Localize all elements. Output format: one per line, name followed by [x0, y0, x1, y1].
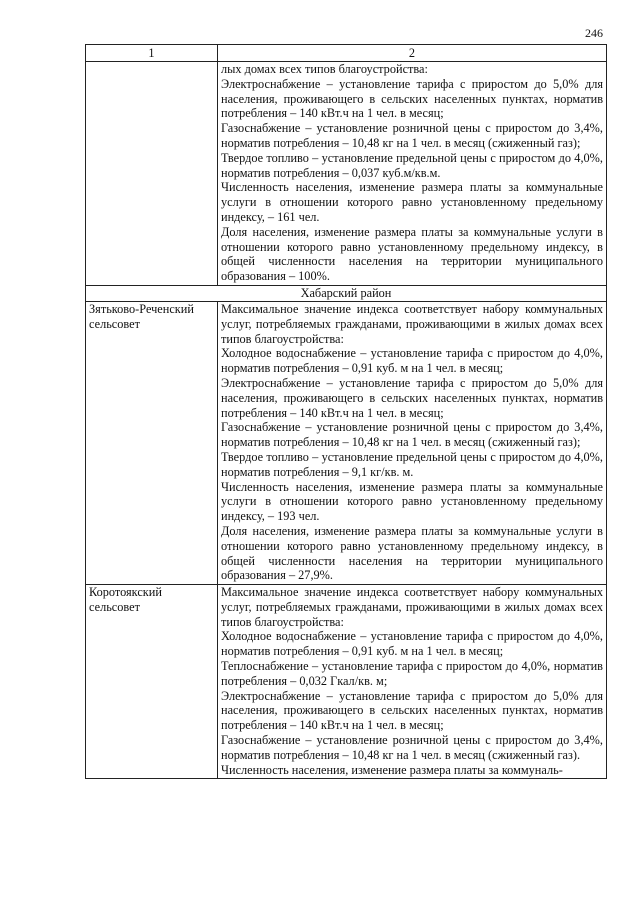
- paragraph: Газоснабжение – установление розничной цены с приростом до 3,4%, норматив потребления – 10,48 кг на 1 чел. в месяц (сжиженный газ).: [221, 733, 603, 762]
- paragraph: Газоснабжение – установление розничной цены с приростом до 3,4%, норматив потребления – 10,48 кг на 1 чел. в месяц (сжиженный газ);: [221, 121, 603, 150]
- paragraph: Численность населения, изменение размера платы за коммуналь-: [221, 762, 563, 777]
- paragraph: Теплоснабжение – установление тарифа с приростом до 4,0%, норматив потребления – 0,032 Гкал/кв. м;: [221, 659, 603, 688]
- table-row: [86, 585, 607, 779]
- paragraph: Электроснабжение – установление тарифа с приростом до 5,0% для населения, проживающего в сельских населенных пунктах, норматив потребления – 140 кВт.ч на 1 чел. в месяц;: [221, 76, 603, 121]
- paragraph: Численность населения, изменение размера платы за коммунальные услуги в отношении которого равно установленному предельному индексу, – 161 чел.: [221, 180, 603, 224]
- continuation-text-cell: [218, 62, 607, 286]
- district-title: Хабарский район: [86, 285, 607, 301]
- paragraph: Твердое топливо – установление предельной цены с приростом до 4,0%, норматив потребления – 0,037 куб.м/кв.м.: [221, 150, 603, 180]
- municipality-name: Коротоякский сельсовет: [86, 585, 218, 779]
- paragraph: Электроснабжение – установление тарифа с приростом до 5,0% для населения, проживающего в сельских населенных пунктах, норматив потребления – 140 кВт.ч на 1 чел. в месяц;: [221, 688, 603, 733]
- paragraph: Электроснабжение – установление тарифа с приростом до 5,0% для населения, проживающего в сельских населенных пунктах, норматив потребления – 140 кВт.ч на 1 чел. в месяц;: [221, 375, 603, 420]
- paragraph: Численность населения, изменение размера платы за коммунальные услуги в отношении которого равно установленному предельному индексу, – 193 чел.: [221, 479, 603, 524]
- municipality-name: Зятьково-Реченский сельсовет: [86, 301, 218, 584]
- tariff-table: [85, 44, 607, 779]
- paragraph: Холодное водоснабжение – установление тарифа с приростом до 4,0%, норматив потребления – 0,91 куб. м на 1 чел. в месяц;: [221, 346, 603, 376]
- paragraph: Доля населения, изменение размера платы за коммунальные услуги в отношении которого равно установленному предельному индексу, в общей численности населения на территории муниципального образования – 27,9%.: [221, 523, 603, 583]
- page-number: 246: [585, 26, 603, 40]
- district-row: [86, 285, 607, 301]
- paragraph: Доля населения, изменение размера платы за коммунальные услуги в отношении которого равно установленному предельному индексу, в общей численности населения на территории муниципального образования – 100%.: [221, 224, 603, 284]
- continuation-name-cell: [86, 62, 218, 286]
- paragraph: Максимальное значение индекса соответствует набору коммунальных услуг, потребляемых гражданами, проживающими в жилых домах всех типов благоустройства:: [221, 585, 603, 629]
- header-row: [86, 45, 607, 62]
- column-header-2: 2: [218, 45, 607, 62]
- paragraph: Твердое топливо – установление предельной цены с приростом до 4,0%, норматив потребления – 9,1 кг/кв. м.: [221, 449, 603, 479]
- index-description: [218, 585, 607, 779]
- index-description: [218, 301, 607, 584]
- table-row: [86, 301, 607, 584]
- paragraph: Холодное водоснабжение – установление тарифа с приростом до 4,0%, норматив потребления – 0,91 куб. м на 1 чел. в месяц;: [221, 629, 603, 659]
- paragraph: Максимальное значение индекса соответствует набору коммунальных услуг, потребляемых гражданами, проживающими в жилых домах всех типов благоустройства:: [221, 301, 603, 346]
- paragraph: лых домах всех типов благоустройства:: [221, 62, 428, 76]
- paragraph: Газоснабжение – установление розничной цены с приростом до 3,4%, норматив потребления – 10,48 кг на 1 чел. в месяц (сжиженный газ);: [221, 420, 603, 450]
- continuation-row: [86, 62, 607, 286]
- column-header-1: 1: [86, 45, 218, 62]
